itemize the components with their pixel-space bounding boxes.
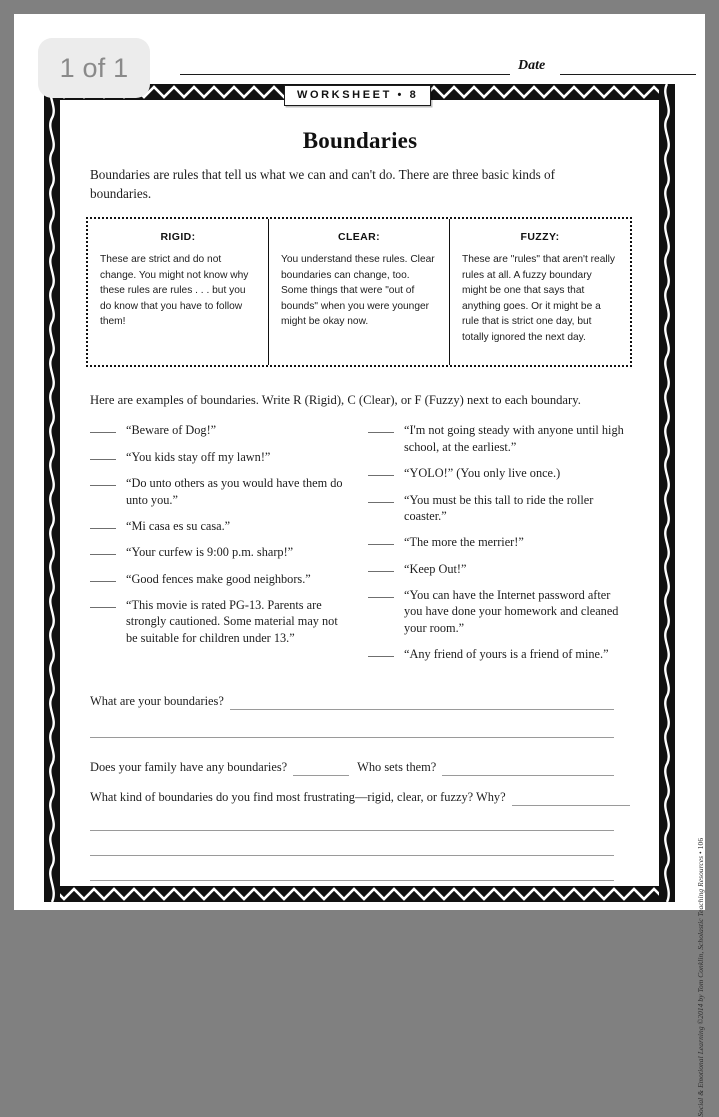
- example-text: “YOLO!” (You only live once.): [404, 466, 561, 481]
- answer-blank[interactable]: [90, 432, 116, 433]
- example-text: “You can have the Internet password after you have done your homework and cleaned your room.”: [404, 587, 619, 635]
- list-item: [368, 422, 630, 455]
- example-text: “Do unto others as you would have them do unto you.”: [126, 476, 343, 507]
- question-3-answer-line-4[interactable]: [90, 880, 614, 881]
- example-text: “Keep Out!”: [404, 561, 467, 576]
- boundary-type-rigid-heading: RIGID:: [160, 231, 196, 244]
- name-date-row: [60, 58, 660, 80]
- reflection-questions: [90, 694, 614, 881]
- list-item: [368, 587, 630, 636]
- question-1-answer-line-2[interactable]: [90, 737, 614, 738]
- answer-blank[interactable]: [368, 432, 394, 433]
- example-text: “Beware of Dog!”: [126, 423, 217, 438]
- question-2a-label: Does your family have any boundaries?: [90, 760, 288, 775]
- credit-separator: •: [696, 849, 705, 856]
- worksheet-content: [60, 114, 660, 900]
- question-3-label: What kind of boundaries do you find most frustrating—rigid, clear, or fuzzy? Why?: [90, 790, 506, 805]
- example-text: “The more the merrier!”: [404, 535, 524, 550]
- question-row-2: [90, 760, 614, 776]
- list-item: [368, 646, 630, 662]
- frame-left-wave-border: [44, 84, 60, 902]
- answer-blank[interactable]: [90, 607, 116, 608]
- boundary-type-fuzzy: [449, 219, 630, 365]
- question-row-1: [90, 694, 614, 710]
- answer-blank[interactable]: [368, 502, 394, 503]
- boundary-type-fuzzy-heading: FUZZY:: [520, 231, 560, 244]
- page-title: Boundaries: [302, 128, 418, 153]
- answer-blank[interactable]: [368, 656, 394, 657]
- question-3-answer-line-2[interactable]: [90, 830, 614, 831]
- question-2a-answer-line[interactable]: [293, 763, 349, 776]
- list-item: [90, 475, 352, 508]
- answer-blank[interactable]: [368, 571, 394, 572]
- boundary-type-clear-heading: CLEAR:: [337, 231, 381, 244]
- boundary-types-panel: [86, 217, 632, 367]
- boundary-type-fuzzy-body: These are "rules" that aren't really rules at all. A fuzzy boundary might be one that says that anything goes. Or it might be a rule that is strict one day, but totally ignored the next day.: [462, 254, 616, 343]
- list-item: [368, 534, 630, 550]
- list-item: [90, 571, 352, 587]
- example-text: “Mi casa es su casa.”: [126, 518, 231, 533]
- answer-blank[interactable]: [90, 554, 116, 555]
- copyright-credit: [696, 838, 705, 1117]
- examples-left-column: [90, 422, 352, 672]
- examples-columns: [90, 422, 630, 672]
- example-text: “You kids stay off my lawn!”: [126, 449, 271, 464]
- example-text: “This movie is rated PG-13. Parents are strongly cautioned. Some material may not be suitable for children under 13.”: [126, 597, 338, 645]
- question-1-answer-line[interactable]: [230, 697, 614, 710]
- boundary-type-clear: [268, 219, 449, 365]
- answer-blank[interactable]: [368, 597, 394, 598]
- boundary-type-rigid: [88, 219, 268, 365]
- question-2b-label: Who sets them?: [357, 760, 437, 775]
- list-item: [90, 518, 352, 534]
- example-text: “Good fences make good neighbors.”: [126, 571, 311, 586]
- list-item: [368, 465, 630, 481]
- list-item: [90, 422, 352, 438]
- example-text: “I'm not going steady with anyone until high school, at the earliest.”: [404, 423, 624, 454]
- answer-blank[interactable]: [90, 581, 116, 582]
- example-text: “You must be this tall to ride the roller coaster.”: [404, 492, 594, 523]
- list-item: [368, 561, 630, 577]
- credit-page-number: 106: [696, 837, 705, 850]
- list-item: [368, 492, 630, 525]
- boundary-type-clear-body: You understand these rules. Clear boundaries can change, too. Some things that were "out of bounds" when you were younger might be okay now.: [281, 254, 435, 328]
- name-write-line[interactable]: [180, 74, 510, 75]
- answer-blank[interactable]: [90, 528, 116, 529]
- worksheet-number-tab: WORKSHEET • 8: [284, 85, 431, 106]
- question-3-answer-line[interactable]: [512, 793, 630, 806]
- frame-right-wave-border: [659, 84, 675, 902]
- credit-source: Social & Emotional Learning ©2014 by Tom Conklin, Scholastic Teaching Resources: [696, 855, 705, 1117]
- answer-blank[interactable]: [368, 475, 394, 476]
- boundary-type-rigid-body: These are strict and do not change. You might not know why these rules are rules . . . but you do know that you have to follow them!: [100, 254, 249, 328]
- date-label: Date: [518, 58, 546, 73]
- question-3-answer-line-3[interactable]: [90, 855, 614, 856]
- worksheet-page: [14, 14, 705, 1117]
- list-item: [90, 544, 352, 560]
- example-text: “Your curfew is 9:00 p.m. sharp!”: [126, 545, 294, 560]
- example-text: “Any friend of yours is a friend of mine.”: [404, 646, 609, 661]
- date-write-line[interactable]: [560, 74, 696, 75]
- list-item: [90, 449, 352, 465]
- question-1-label: What are your boundaries?: [90, 694, 224, 709]
- list-item: [90, 597, 352, 646]
- answer-blank[interactable]: [90, 485, 116, 486]
- question-2b-answer-line[interactable]: [442, 763, 614, 776]
- question-row-3: [90, 790, 614, 806]
- page-indicator-badge: 1 of 1: [38, 38, 150, 98]
- directions-text: Here are examples of boundaries. Write R (Rigid), C (Clear), or F (Fuzzy) next to each boundary.: [90, 393, 581, 408]
- answer-blank[interactable]: [368, 544, 394, 545]
- answer-blank[interactable]: [90, 459, 116, 460]
- intro-paragraph: Boundaries are rules that tell us what we can and can't do. There are three basic kinds of boundaries.: [90, 167, 555, 201]
- examples-right-column: [368, 422, 630, 672]
